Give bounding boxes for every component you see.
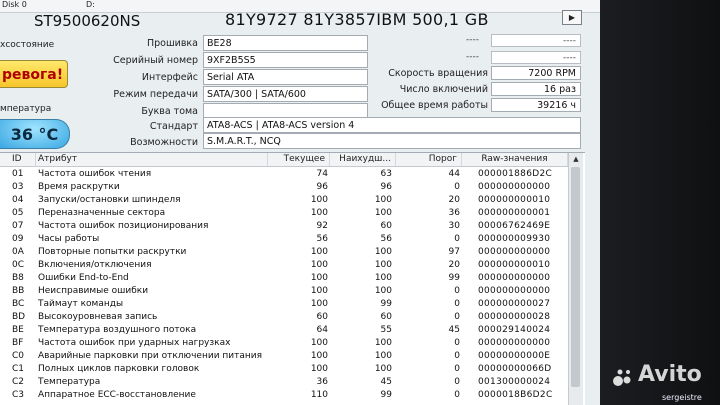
attr-current: 36 [316,377,328,387]
attr-id: C0 [12,351,25,361]
attr-worst: 100 [374,364,392,374]
attr-threshold: 0 [454,390,460,400]
transfer-mode-field: SATA/300 | SATA/600 [203,86,368,102]
avito-watermark: Avito [638,362,702,387]
attr-threshold: 97 [448,247,460,257]
attr-current: 60 [316,312,328,322]
attr-name: Время раскрутки [38,182,120,192]
attr-id: BC [12,299,25,309]
interface-field: Serial ATA [203,69,368,85]
table-row[interactable] [0,311,568,323]
rotation-speed-label: Скорость вращения [388,68,488,79]
drive-title: 81Y9727 81Y3857IBM 500,1 GB [225,10,489,29]
table-row[interactable] [0,233,568,245]
attr-worst: 100 [374,351,392,361]
attr-threshold: 44 [448,169,460,179]
col-id[interactable]: ID [0,153,36,166]
attr-name: Частота ошибок при ударных нагрузках [38,338,231,348]
health-status-value: ревога! [2,67,64,83]
attr-threshold: 0 [454,312,460,322]
watermark-username: sergeistre [662,393,702,402]
attr-threshold: 0 [454,234,460,244]
attr-threshold: 20 [448,195,460,205]
attr-worst: 60 [380,221,392,231]
col-attribute[interactable]: Атрибут [36,153,268,166]
table-row[interactable] [0,337,568,349]
table-row[interactable] [0,389,568,401]
attr-id: 07 [12,221,24,231]
attr-name: Температура воздушного потока [38,325,197,335]
table-row[interactable] [0,246,568,258]
table-row[interactable] [0,298,568,310]
attr-raw: 000000000010 [478,260,551,270]
attr-id: BE [12,325,24,335]
attr-raw: 000000000000 [478,338,551,348]
interface-label: Интерфейс [141,72,198,83]
serial-field: 9XF2B5S5 [203,52,368,68]
attr-raw: 000000000000 [478,286,551,296]
attr-name: Частота ошибок позиционирования [38,221,209,231]
attr-id: 01 [12,169,24,179]
table-row[interactable] [0,376,568,388]
attr-name: Температура [38,377,101,387]
features-label: Возможности [130,137,198,148]
attr-current: 56 [316,234,328,244]
attr-raw: 0000018B6D2C [478,390,553,400]
attr-worst: 63 [380,169,392,179]
attr-raw: 000000000000 [478,247,551,257]
attr-raw: 000000000028 [478,312,551,322]
attr-id: B8 [12,273,24,283]
power-on-count-label: Число включений [399,84,488,95]
attr-id: C2 [12,377,25,387]
attr-worst: 100 [374,195,392,205]
power-on-hours-label: Общее время работы [381,100,488,111]
table-row[interactable] [0,285,568,297]
attr-name: Запуски/остановки шпинделя [38,195,181,205]
attr-worst: 100 [374,260,392,270]
col-raw[interactable]: Raw-значения [462,153,568,166]
table-row[interactable] [0,350,568,362]
attr-raw: 000001886D2C [478,169,553,179]
attr-name: Полных циклов парковки головок [38,364,200,374]
attr-name: Высокоуровневая запись [38,312,158,322]
attr-current: 100 [310,195,328,205]
attr-current: 74 [316,169,328,179]
attr-name: Неисправимые ошибки [38,286,149,296]
attr-threshold: 20 [448,260,460,270]
attr-raw: 000000009930 [478,234,551,244]
attr-worst: 96 [380,182,392,192]
serial-label: Серийный номер [113,55,198,66]
attr-id: 04 [12,195,24,205]
attr-id: 0C [12,260,25,270]
attr-name: Переназначенные сектора [38,208,166,218]
attr-current: 100 [310,247,328,257]
play-arrow-icon: ▶ [568,13,576,22]
attr-raw: 000000000027 [478,299,551,309]
blank-label-1: ---- [466,35,479,45]
table-scrollbar[interactable] [568,153,583,405]
attr-threshold: 0 [454,286,460,296]
temperature-value: 36 °C [10,125,59,144]
attr-current: 100 [310,286,328,296]
attr-raw: 001300000024 [478,377,551,387]
attr-threshold: 0 [454,351,460,361]
attr-id: BF [12,338,24,348]
attr-worst: 99 [380,299,392,309]
attr-worst: 55 [380,325,392,335]
attr-worst: 100 [374,286,392,296]
table-row[interactable] [0,168,568,180]
power-on-hours-field: 39216 ч [491,98,581,112]
standard-label: Стандарт [149,121,198,132]
blank-field-1: ---- [491,34,581,47]
attr-current: 92 [316,221,328,231]
attr-raw: 000000000001 [478,208,551,218]
attr-name: Аппаратное ECC-восстановление [38,390,196,400]
scroll-up-arrow-icon[interactable]: ▲ [573,155,579,163]
blank-field-2: ---- [491,51,581,64]
health-status-label: хсостояние [0,40,55,50]
health-status-button[interactable] [0,60,68,88]
attr-threshold: 0 [454,364,460,374]
attr-id: 09 [12,234,24,244]
table-row[interactable] [0,207,568,219]
attr-threshold: 99 [448,273,460,283]
table-row[interactable] [0,324,568,336]
attr-worst: 100 [374,247,392,257]
attr-name: Аварийные парковки при отключении питания [38,351,263,361]
attr-raw: 00000000000E [478,351,551,361]
attr-threshold: 45 [448,325,460,335]
attr-name: Часы работы [38,234,100,244]
attr-worst: 60 [380,312,392,322]
attr-threshold: 0 [454,299,460,309]
temperature-label: мпература [0,104,52,114]
rotation-speed-field: 7200 RPM [491,66,581,80]
col-threshold[interactable]: Порог [396,153,462,166]
table-row[interactable] [0,363,568,375]
attr-worst: 56 [380,234,392,244]
attr-current: 96 [316,182,328,192]
table-row[interactable] [0,272,568,284]
attr-raw: 000000000000 [478,273,551,283]
drive-model: ST9500620NS [34,12,141,30]
attr-current: 100 [310,364,328,374]
attr-name: Ошибки End-to-End [38,273,129,283]
avito-logo-icon [612,366,634,388]
firmware-field: BE28 [203,35,368,51]
attr-worst: 99 [380,390,392,400]
drive-letter: D: [86,0,95,9]
temperature-button[interactable] [0,119,70,149]
attr-current: 64 [316,325,328,335]
attr-current: 100 [310,338,328,348]
attr-raw: 00000000066D [478,364,552,374]
table-row[interactable] [0,259,568,271]
attr-id: 0A [12,247,24,257]
attr-current: 100 [310,273,328,283]
attr-raw: 000000000010 [478,195,551,205]
attr-threshold: 30 [448,221,460,231]
attr-worst: 100 [374,208,392,218]
power-on-count-field: 16 раз [491,82,581,96]
attr-id: 03 [12,182,24,192]
attr-name: Включения/отключения [38,260,152,270]
disk-tab[interactable]: Disk 0 [2,0,27,9]
attr-id: C1 [12,364,25,374]
attr-worst: 45 [380,377,392,387]
attr-worst: 100 [374,273,392,283]
attr-raw: 000029140024 [478,325,551,335]
table-row[interactable] [0,181,568,193]
attr-name: Повторные попытки раскрутки [38,247,187,257]
attr-id: 05 [12,208,24,218]
attr-raw: 000000000000 [478,182,551,192]
standard-field: ATA8-ACS | ATA8-ACS version 4 [203,117,581,133]
attr-name: Таймаут команды [38,299,124,309]
table-row[interactable] [0,220,568,232]
attr-threshold: 0 [454,182,460,192]
table-header [0,153,568,167]
attr-worst: 100 [374,338,392,348]
volume-letter-label: Буква тома [141,106,198,117]
scrollbar-thumb[interactable] [571,167,580,387]
col-current[interactable]: Текущее [268,153,330,166]
attr-threshold: 36 [448,208,460,218]
features-field: S.M.A.R.T., NCQ [203,133,581,149]
attr-threshold: 0 [454,338,460,348]
attr-current: 100 [310,260,328,270]
attr-id: BD [12,312,26,322]
attr-id: C3 [12,390,25,400]
attr-threshold: 0 [454,377,460,387]
transfer-mode-label: Режим передачи [113,89,198,100]
attr-current: 110 [310,390,328,400]
attr-name: Частота ошибок чтения [38,169,152,179]
attr-current: 100 [310,299,328,309]
photo-background [600,0,720,405]
next-disk-button[interactable] [562,10,582,25]
attr-current: 100 [310,208,328,218]
attr-raw: 00006762469E [478,221,551,231]
attr-id: BB [12,286,25,296]
blank-label-2: ---- [466,52,479,62]
col-worst[interactable]: Наихудш... [330,153,396,166]
smart-attribute-table[interactable] [0,152,585,405]
firmware-label: Прошивка [146,38,198,49]
attr-current: 100 [310,351,328,361]
table-row[interactable] [0,194,568,206]
